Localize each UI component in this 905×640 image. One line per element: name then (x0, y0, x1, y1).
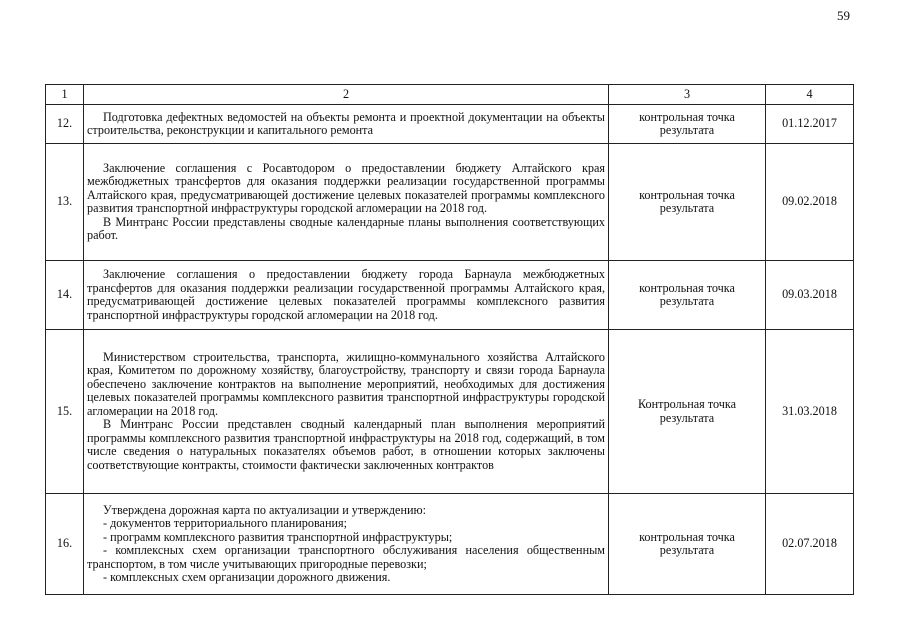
description-paragraph: Министерством строительства, транспорта, жилищно-коммунального хозяйства Алтайского края, Комитетом по дорожному хозяйству, благоустройству, транспорту и связи города Барнаула обеспечено заключение контрактов на выполнение мероприятий, необходимых для достижения целевых показателей программы комплексного развития транспортной инфраструктуры городской агломерации на 2018 год. (87, 349, 605, 418)
table-row (46, 105, 854, 144)
description-list-item: - комплексных схем организации транспортного обслуживания населения общественным транспортом, в том числе учитывающих пригородные перевозки; (87, 543, 605, 571)
row-number: 12. (46, 105, 84, 144)
row-description (84, 330, 609, 494)
table-row (46, 261, 854, 330)
description-paragraph: Заключение соглашения с Росавтодором о предоставлении бюджету Алтайского края межбюджетных трансфертов для оказания поддержки реализации государственной программы Алтайского края, предусматривающей достижение целевых показателей программы комплексного развития транспортной инфраструктуры городской агломерации на 2018 год. (87, 160, 605, 215)
description-list-item: - комплексных схем организации дорожного движения. (103, 570, 391, 584)
row-description (84, 261, 609, 330)
description-list-item: - документов территориального планирования; (103, 516, 347, 530)
row-type: контрольная точка результата (609, 494, 766, 595)
control-points-table (45, 84, 854, 595)
row-number: 16. (46, 494, 84, 595)
table-row (46, 144, 854, 261)
row-date: 09.03.2018 (766, 261, 854, 330)
row-description (84, 494, 609, 595)
row-number: 13. (46, 144, 84, 261)
row-number: 15. (46, 330, 84, 494)
table-row (46, 494, 854, 595)
row-type: Контрольная точка результата (609, 330, 766, 494)
row-date: 09.02.2018 (766, 144, 854, 261)
row-type: контрольная точка результата (609, 261, 766, 330)
description-paragraph: Утверждена дорожная карта по актуализации и утверждению: (103, 502, 426, 517)
row-number: 14. (46, 261, 84, 330)
description-paragraph: В Минтранс России представлены сводные календарные планы выполнения соответствующих работ. (87, 214, 605, 242)
description-paragraph: В Минтранс России представлен сводный календарный план выполнения мероприятий программы комплексного развития транспортной инфраструктуры на 2018 год, содержащий, в том числе сведения о натуральных показателях объемов работ, в отношении которых заключены соответствующие контракты, стоимости фактически заключенных контрактов (87, 417, 605, 472)
row-description (84, 144, 609, 261)
row-type: контрольная точка результата (609, 105, 766, 144)
row-date: 31.03.2018 (766, 330, 854, 494)
page-number: 59 (837, 8, 850, 23)
row-description (84, 105, 609, 144)
description-paragraph: Подготовка дефектных ведомостей на объекты ремонта и проектной документации на объекты строительства, реконструкции и капитального ремонта (87, 109, 605, 137)
column-header: 1 (46, 85, 84, 105)
row-type: контрольная точка результата (609, 144, 766, 261)
column-header: 2 (84, 85, 609, 105)
description-list-item: - программ комплексного развития транспортной инфраструктуры; (103, 529, 453, 544)
row-date: 01.12.2017 (766, 105, 854, 144)
row-date: 02.07.2018 (766, 494, 854, 595)
column-header: 3 (609, 85, 766, 105)
table-header-row (46, 85, 854, 105)
column-header: 4 (766, 85, 854, 105)
table-row (46, 330, 854, 494)
description-paragraph: Заключение соглашения о предоставлении бюджету города Барнаула межбюджетных трансфертов для оказания поддержки реализации государственной программы Алтайского края, предусматривающей достижение целевых показателей программы комплексного развития транспортной инфраструктуры городской агломерации на 2018 год. (87, 267, 605, 322)
